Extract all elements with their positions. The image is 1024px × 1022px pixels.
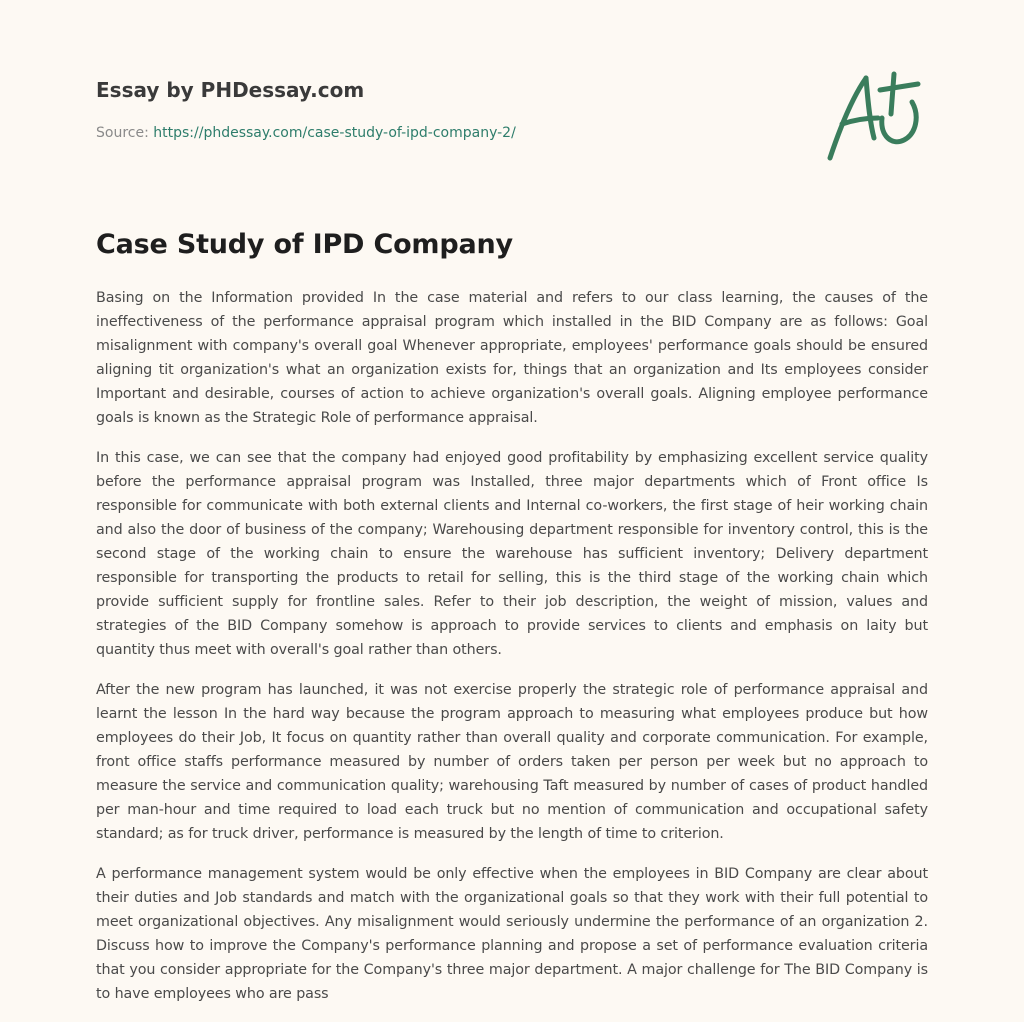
page-header	[96, 76, 796, 143]
a-plus-grade-icon	[822, 68, 930, 164]
site-brand: Essay by PHDessay.com	[96, 78, 365, 102]
essay-title: Case Study of IPD Company	[96, 229, 513, 260]
source-link[interactable]: https://phdessay.com/case-study-of-ipd-company-2/	[153, 125, 516, 141]
essay-body	[96, 286, 928, 1022]
source-line	[96, 123, 796, 143]
essay-paragraph: A performance management system would be only effective when the employees in BID Company are clear about their duties and Job standards and match with the organizational goals so that they work with their full potential to meet organizational objectives. Any misalignment would seriously undermine the performance of an organization 2. Discuss how to improve the Company's performance planning and propose a set of performance evaluation criteria that you consider appropriate for the Company's three major department. A major challenge for The BID Company is to have employees who are pass	[96, 866, 928, 1002]
essay-paragraph: In this case, we can see that the company had enjoyed good profitability by emphasizing excellent service quality before the performance appraisal program was Installed, three major departments which of Front office Is responsible for communicate with both external clients and Internal co-workers, the first stage of heir working chain and also the door of business of the company; Warehousing department responsible for inventory control, this is the second stage of the working chain to ensure the warehouse has sufficient inventory; Delivery department responsible for transporting the products to retail for selling, this is the third stage of the working chain which provide sufficient supply for frontline sales. Refer to their job description, the weight of mission, values and strategies of the BID Company somehow is approach to provide services to clients and emphasis on laity but quantity thus meet with overall's goal rather than others.	[96, 450, 928, 658]
essay-paragraph: After the new program has launched, it was not exercise properly the strategic role of performance appraisal and learnt the lesson In the hard way because the program approach to measuring what employees produce but how employees do their Job, It focus on quantity rather than overall quality and corporate communication. For example, front office staffs performance measured by number of orders taken per person per week but no approach to measure the service and communication quality; warehousing Taft measured by number of cases of product handled per man-hour and time required to load each truck but no mention of communication and occupational safety standard; as for truck driver, performance is measured by the length of time to criterion.	[96, 682, 928, 842]
source-label: Source:	[96, 125, 154, 141]
essay-paragraph: Basing on the Information provided In the case material and refers to our class learning, the causes of the ineffectiveness of the performance appraisal program which installed in the BID Company are as follows: Goal misalignment with company's overall goal Whenever appropriate, employees' performance goals should be ensured aligning tit organization's what an organization exists for, things that an organization and Its employees consider Important and desirable, courses of action to achieve organization's overall goals. Aligning employee performance goals is known as the Strategic Role of performance appraisal.	[96, 290, 928, 426]
a-plus-logo-svg	[822, 68, 930, 164]
